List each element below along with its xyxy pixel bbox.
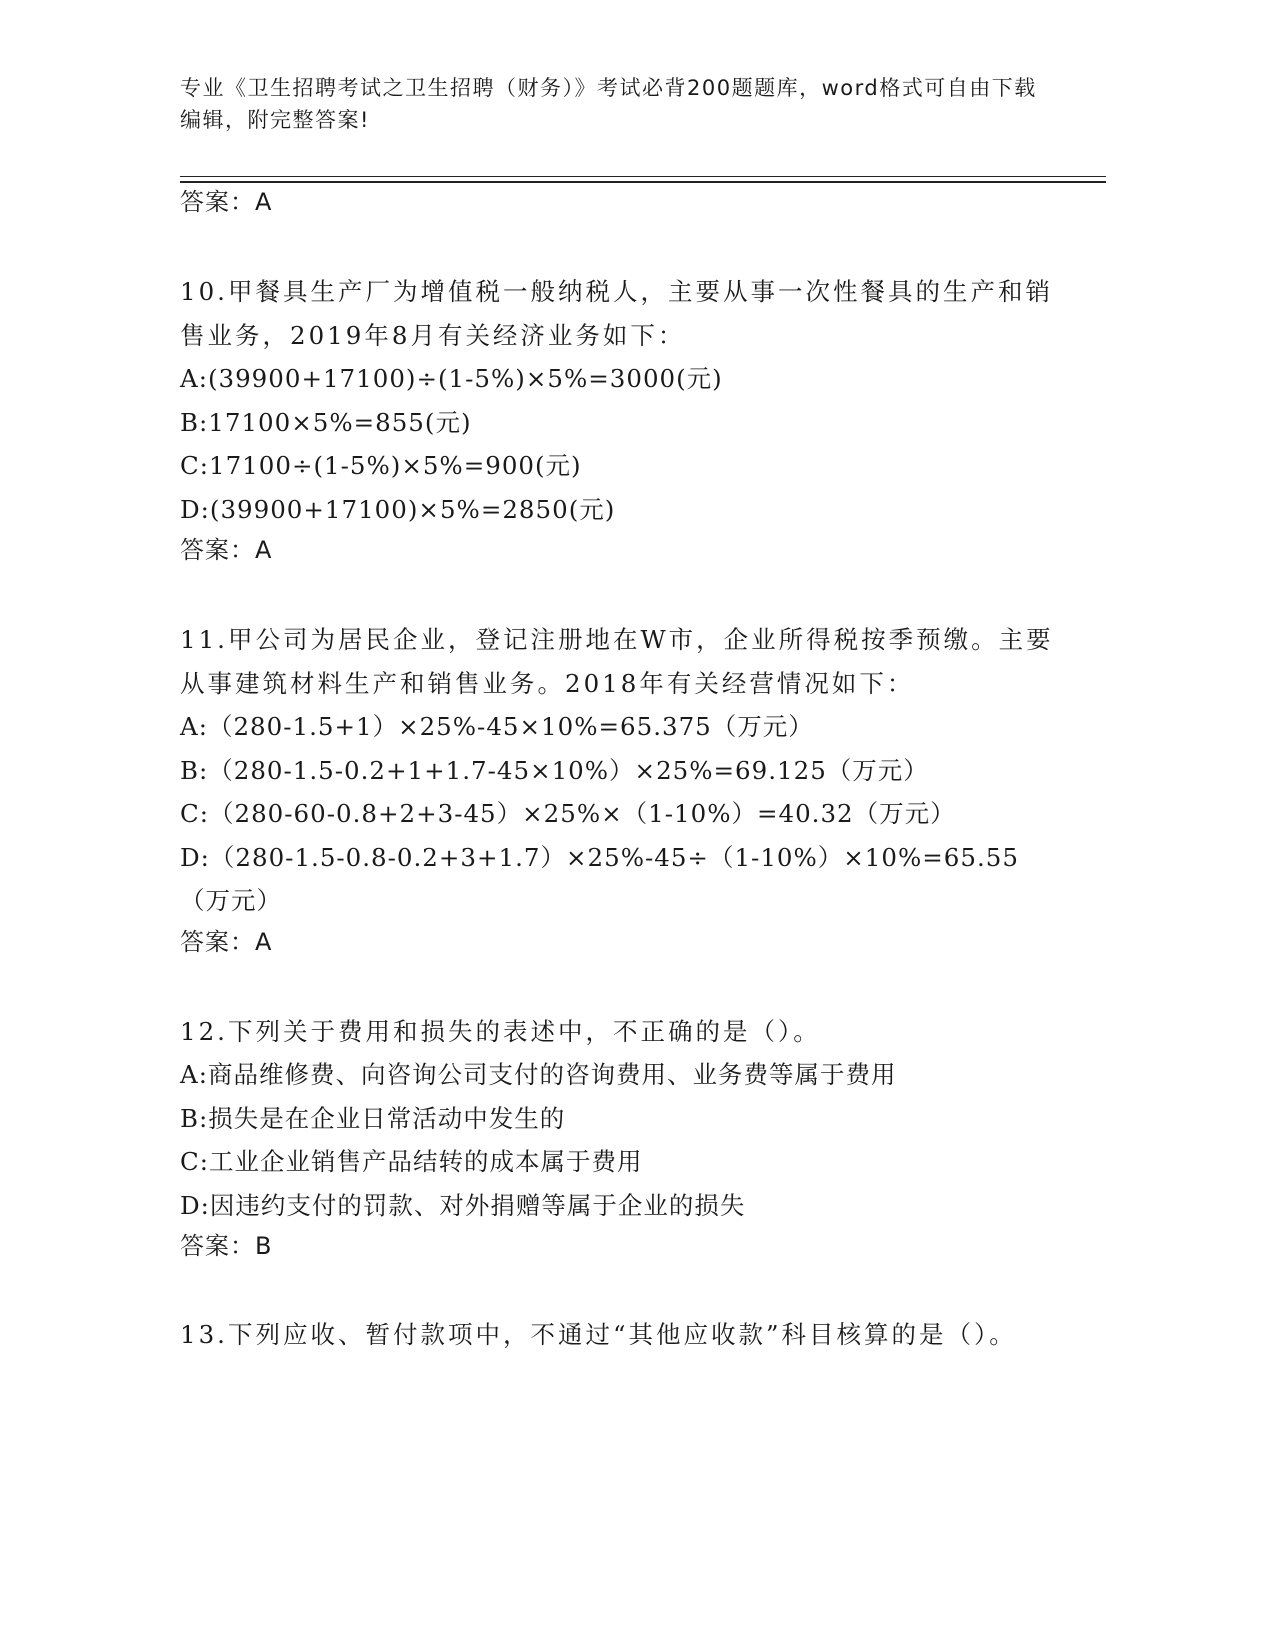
question-list [180, 183, 1060, 1357]
question-block [180, 270, 1060, 570]
question-text: 12.下列关于费用和损失的表述中，不正确的是（）。 [180, 1016, 821, 1046]
option-c: C:17100÷(1-5%)×5%=900(元) [180, 451, 582, 480]
answer-line: 答案：B [180, 1232, 273, 1260]
question-text: 10.甲餐具生产厂为增值税一般纳税人，主要从事一次性餐具的生产和销售业务，2019年8月有关经济业务如下： [180, 277, 1053, 350]
question-text: 11.甲公司为居民企业，登记注册地在W市，企业所得税按季预缴。主要从事建筑材料生产和销售业务。2018年有关经营情况如下： [180, 625, 1054, 698]
header-divider-thin [180, 176, 1106, 177]
answer-line: 答案：A [180, 927, 273, 956]
option-d: D:（280-1.5-0.8-0.2+3+1.7）×25%-45÷（1-10%）×10%=65.55（万元） [180, 842, 1019, 915]
question-block [180, 1010, 1060, 1267]
option-a: A:（280-1.5+1）×25%-45×10%=65.375（万元） [180, 712, 814, 741]
option-b: B:17100×5%=855(元) [180, 407, 472, 437]
answer-line: 答案：A [180, 188, 273, 216]
option-c: C:工业企业销售产品结转的成本属于费用 [180, 1147, 643, 1176]
answer-line: 答案：A [180, 536, 273, 564]
option-c: C:（280-60-0.8+2+3-45）×25%×（1-10%）=40.32（万元） [180, 799, 956, 828]
option-b: B:损失是在企业日常活动中发生的 [180, 1103, 566, 1133]
option-a: A:商品维修费、向咨询公司支付的咨询费用、业务费等属于费用 [180, 1060, 897, 1089]
option-d: D:(39900+17100)×5%=2850(元) [180, 494, 616, 524]
option-a: A:(39900+17100)÷(1-5%)×5%=3000(元) [180, 364, 723, 393]
option-b: B:（280-1.5-0.2+1+1.7-45×10%）×25%=69.125（万元） [180, 755, 929, 785]
question-block [180, 1313, 1060, 1357]
option-d: D:因违约支付的罚款、对外捐赠等属于企业的损失 [180, 1190, 746, 1220]
document-header: 专业《卫生招聘考试之卫生招聘（财务）》考试必背200题题库，word格式可自由下载编辑，附完整答案! [180, 76, 1037, 132]
question-block [180, 618, 1060, 962]
question-text: 13.下列应收、暂付款项中，不通过“其他应收款”科目核算的是（）。 [180, 1320, 1017, 1349]
